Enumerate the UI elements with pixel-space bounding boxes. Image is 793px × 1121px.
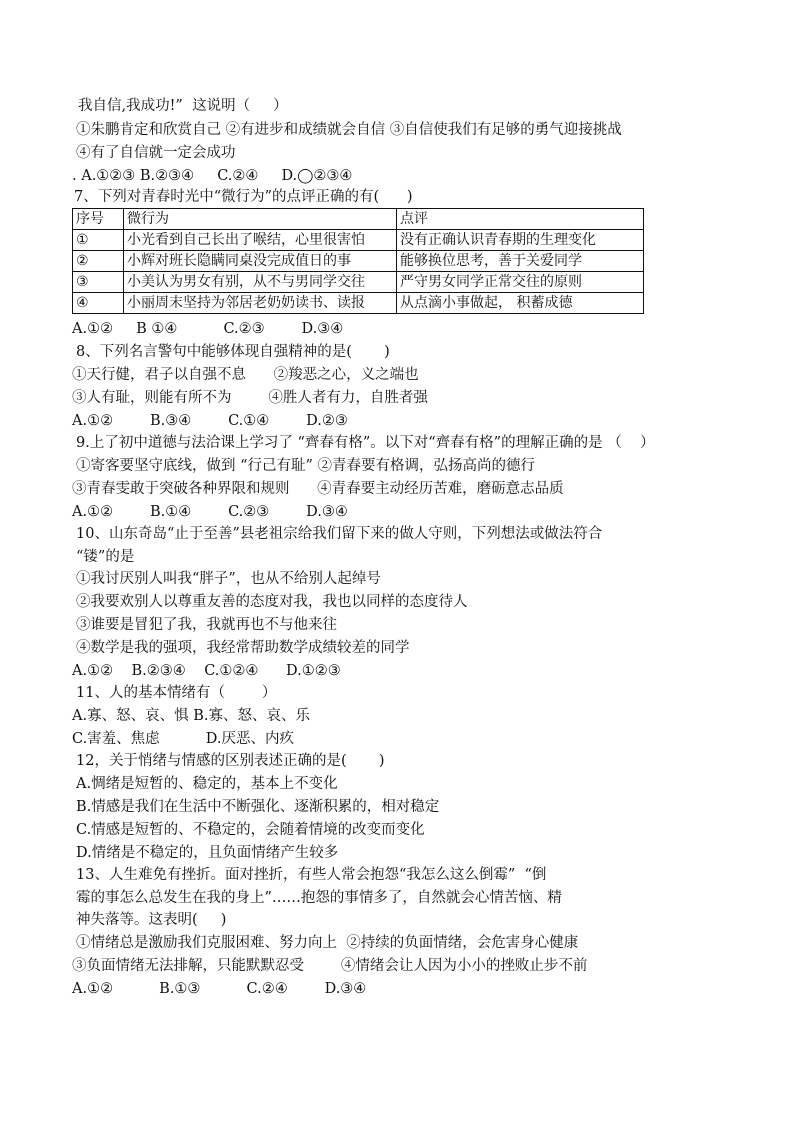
table-row xyxy=(73,272,644,293)
table-row xyxy=(73,251,644,272)
table-cell: ① xyxy=(73,230,124,251)
table-cell: 小光看到自己长出了喉结，心里很害怕 xyxy=(124,230,397,251)
q6-options-line-2: ④有了自信就一定会成功 xyxy=(76,145,236,161)
q9-options-line-1: ①寄客要坚守底线，做到 “行己有耻” ②青春要有格调，弘扬高尚的德行 xyxy=(76,458,536,474)
q7-table xyxy=(72,208,644,314)
q10-option-3: ③谁要是冒犯了我，我就再也不与他来往 xyxy=(76,617,337,633)
q6-stem-end: 我自信,我成功!” 这说明（ ） xyxy=(78,98,288,114)
q12-answer-b: B.情感是我们在生活中不断强化、逐渐积累的，相对稳定 xyxy=(76,799,440,815)
q10-stem-line-1: 10、山东奇岛“止于至善”县老祖宗给我们留下来的做人守则，下列想法或做法符合 xyxy=(76,526,603,542)
q10-answers: A.①② B.②③④ C.①②④ D.①②③ xyxy=(72,663,341,679)
q11-answers-line-1: A.寡、怒、哀、惧 B.寡、怒、哀、乐 xyxy=(72,708,310,724)
q8-options-line-2: ③人有耻，则能有所不为 ④胜人者有力，自胜者强 xyxy=(72,390,428,406)
q6-options-line-1: ①朱鹏肯定和欣赏自己 ②有进步和成绩就会自信 ③自信使我们有足够的勇气迎接挑战 xyxy=(76,122,622,138)
q12-answer-c: C.情感是短暂的、不稳定的，会随着情境的改变而变化 xyxy=(76,822,425,838)
table-cell: 小丽周末坚持为邻居老奶奶读书、读报 xyxy=(124,293,397,314)
q13-stem-line-2: 霉的事怎么总发生在我的身上”……抱怨的事情多了，自然就会心情苦恼、精 xyxy=(76,890,562,906)
table-cell: 能够换位思考，善于关爱同学 xyxy=(397,251,644,272)
q9-options-line-2: ③青春雯敢于突破各种界限和规则 ④青春要主动经历苦难，磨砺意志品质 xyxy=(72,481,564,497)
table-cell: 严守男女同学正常交往的原则 xyxy=(397,272,644,293)
table-cell: 从点滴小事做起， 积蓄成德 xyxy=(397,293,644,314)
table-header-cell: 点评 xyxy=(397,209,644,230)
q12-answer-d: D.情绪是不稳定的，且负面情绪产生较多 xyxy=(76,845,339,861)
q13-options-line-1: ①情绪总是激励我们克服困难、努力向上 ②持续的负面情绪，会危害身心健康 xyxy=(76,935,579,951)
q7-answers: A.①② B ①④ C.②③ D.③④ xyxy=(72,321,344,337)
table-cell: ③ xyxy=(73,272,124,293)
table-cell: ② xyxy=(73,251,124,272)
q6-answers: . A.①②③ B.②③④ C.②④ D.◯②③④ xyxy=(72,168,353,184)
table-row xyxy=(73,230,644,251)
table-cell: 小辉对班长隐瞒同桌没完成值日的事 xyxy=(124,251,397,272)
q10-stem-line-2: “镂”的是 xyxy=(76,549,135,565)
q13-stem-line-3: 神失落等。这表明( ) xyxy=(76,912,227,928)
q8-answers: A.①② B.③④ C.①④ D.②③ xyxy=(72,413,348,429)
q10-option-4: ④数学是我的强项，我经常帮助数学成绩较差的同学 xyxy=(76,640,410,656)
q8-options-line-1: ①天行健，君子以自强不息 ②羧恶之心，义之端也 xyxy=(72,367,419,383)
table-cell: 没有正确认识青春期的生理变化 xyxy=(397,230,644,251)
table-header-cell: 微行为 xyxy=(124,209,397,230)
table-header-cell: 序号 xyxy=(73,209,124,230)
q13-stem-line-1: 13、人生难免有挫折。面对挫折，有些人常会抱怨“我怎么这么倒霉” “倒 xyxy=(76,867,547,883)
table-row xyxy=(73,293,644,314)
q9-answers: A.①② B.①④ C.②③ D.③④ xyxy=(72,504,348,520)
q7-stem: 7、下列对青春时光中“微行为”的点评正确的有( ) xyxy=(74,189,413,205)
table-cell: 小美认为男女有别，从不与男同学交往 xyxy=(124,272,397,293)
q12-stem: 12，关于悄绪与情感的区别表述正确的是( ) xyxy=(76,753,385,769)
q11-answers-line-2: C.害羞、焦虑 D.厌恶、内疚 xyxy=(72,731,294,747)
q9-stem: 9.上了初中道德与法洽课上学习了 “齊春有格”。以下对“齊春有格”的理解正确的是 （ ） xyxy=(76,435,655,451)
q11-stem: 11、人的基本情绪有（ ） xyxy=(76,685,277,701)
table-cell: ④ xyxy=(73,293,124,314)
q10-option-2: ②我要欢别人以尊重友善的态度对我，我也以同样的态度待人 xyxy=(76,594,468,610)
q13-options-line-2: ③负面情绪无法排解，只能默默忍受 ④情绪会让人因为小小的挫败止步不前 xyxy=(72,958,588,974)
q8-stem: 8、下列名言警句中能够体现自强精神的是( ) xyxy=(76,344,390,360)
q12-answer-a: A.惆绪是短暂的、稳定的，基本上不变化 xyxy=(76,776,338,792)
table-header-row xyxy=(73,209,644,230)
q13-answers: A.①② B.①③ C.②④ D.③④ xyxy=(72,981,367,997)
q10-option-1: ①我讨厌别人叫我“胖子”，也从不给别人起绰号 xyxy=(76,571,381,587)
